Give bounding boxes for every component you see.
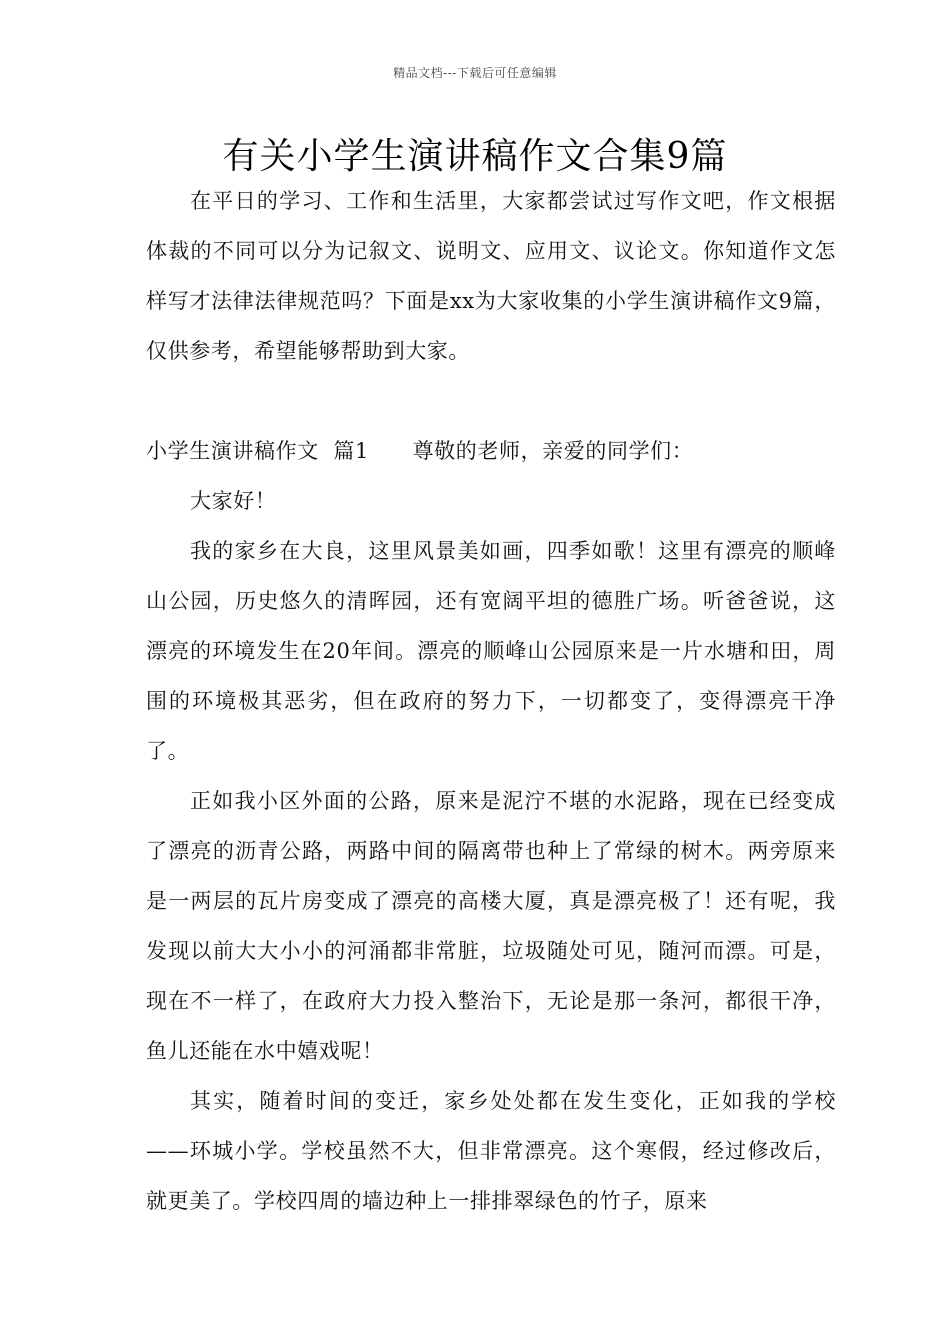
greeting: 大家好！ xyxy=(190,489,277,513)
article-body xyxy=(146,176,836,1226)
body-paragraph: 我的家乡在大良，这里风景美如画，四季如歌！这里有漂亮的顺峰山公园，历史悠久的清晖园，还有宽阔平坦的德胜广场。听爸爸说，这漂亮的环境发生在20年间。漂亮的顺峰山公园原来是一片水塘和田，周围的环境极其恶劣，但在政府的努力下，一切都变了，变得漂亮干净了。 xyxy=(146,539,836,763)
paragraph-spacer xyxy=(146,376,836,426)
body-paragraph: 正如我小区外面的公路，原来是泥泞不堪的水泥路，现在已经变成了漂亮的沥青公路，两路中间的隔离带也种上了常绿的树木。两旁原来是一两层的瓦片房变成了漂亮的高楼大厦，真是漂亮极了！还有呢，我发现以前大大小小的河涌都非常脏，垃圾随处可见，随河而漂。可是，现在不一样了，在政府大力投入整治下，无论是那一条河，都很干净，鱼儿还能在水中嬉戏呢！ xyxy=(146,789,836,1063)
section-heading-line xyxy=(146,426,836,476)
page-title: 有关小学生演讲稿作文合集9篇 xyxy=(222,136,728,177)
section-heading: 小学生演讲稿作文 篇1 xyxy=(146,439,369,463)
intro-paragraph: 在平日的学习、工作和生活里，大家都尝试过写作文吧，作文根据体裁的不同可以分为记叙文、说明文、应用文、议论文。你知道作文怎样写才法律法律规范吗？下面是xx为大家收集的小学生演讲稿作文9篇，仅供参考，希望能够帮助到大家。 xyxy=(146,189,836,363)
salutation: 尊敬的老师，亲爱的同学们： xyxy=(412,439,694,463)
body-paragraph: 其实，随着时间的变迁，家乡处处都在发生变化，正如我的学校——环城小学。学校虽然不大，但非常漂亮。这个寒假，经过修改后，就更美了。学校四周的墙边种上一排排翠绿色的竹子，原来 xyxy=(146,1089,836,1213)
header-note: 精品文档---下载后可任意编辑 xyxy=(393,66,557,80)
